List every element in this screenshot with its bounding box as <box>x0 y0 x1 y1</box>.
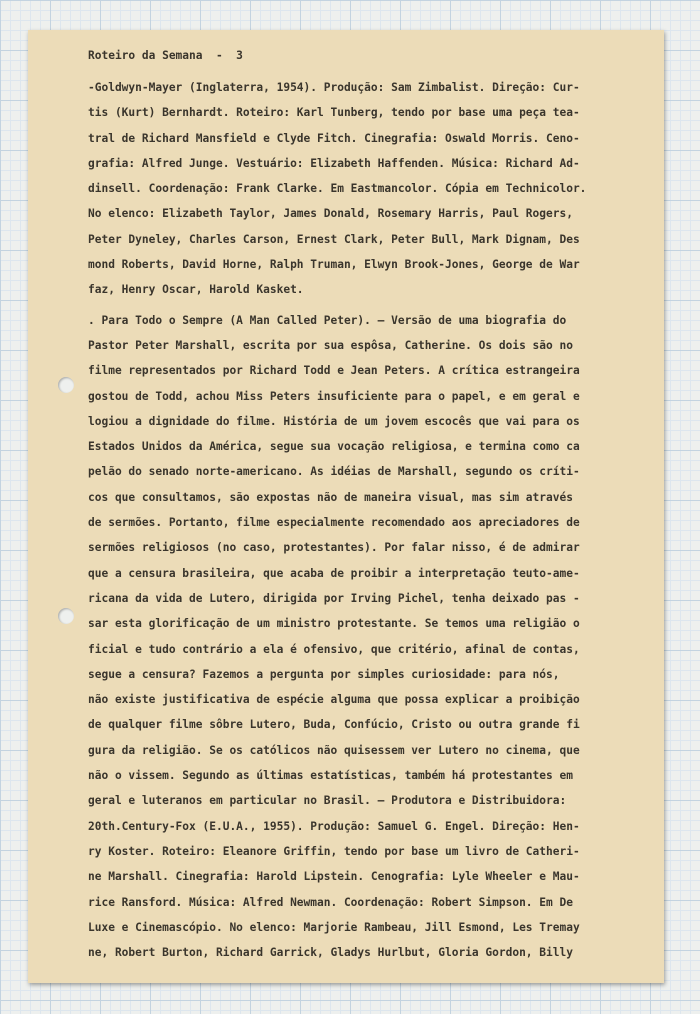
text-line: No elenco: Elizabeth Taylor, James Donald, Rosemary Harris, Paul Rogers, <box>88 207 573 221</box>
text-line: ficial e tudo contrário a ela é ofensivo, que critério, afinal de contas, <box>88 642 580 656</box>
text-line: dinsell. Coordenação: Frank Clarke. Em Eastmancolor. Cópia em Technicolor. <box>88 182 587 196</box>
typewritten-page <box>28 30 664 983</box>
page-header: Roteiro da Semana - 3 <box>88 49 243 62</box>
text-line: segue a censura? Fazemos a pergunta por simples curiosidade: para nós, <box>88 667 560 681</box>
text-line: rice Ransford. Música: Alfred Newman. Coordenação: Robert Simpson. Em De <box>88 895 573 909</box>
text-line: que a censura brasileira, que acaba de proibir a interpretação teuto-ame- <box>88 566 580 580</box>
text-line: logiou a dignidade do filme. História de um jovem escocês que vai para os <box>88 414 580 428</box>
text-line: -Goldwyn-Mayer (Inglaterra, 1954). Produção: Sam Zimbalist. Direção: Cur- <box>88 81 580 94</box>
text-line: filme representados por Richard Todd e Jean Peters. A crítica estrangeira <box>88 364 580 378</box>
punch-hole <box>58 608 74 624</box>
punch-hole <box>58 377 74 393</box>
text-line: grafia: Alfred Junge. Vestuário: Elizabeth Haffenden. Música: Richard Ad- <box>88 156 580 170</box>
text-line: ricana da vida de Lutero, dirigida por Irving Pichel, tenha deixado pas - <box>88 591 580 605</box>
text-line: Luxe e Cinemascópio. No elenco: Marjorie Rambeau, Jill Esmond, Les Tremay <box>88 920 580 934</box>
text-line: ne Marshall. Cinegrafia: Harold Lipstein. Cenografia: Lyle Wheeler e Mau- <box>88 870 580 884</box>
text-line: . Para Todo o Sempre (A Man Called Peter). — Versão de uma biografia do <box>88 313 567 327</box>
text-line: não existe justificativa de espécie alguma que possa explicar a proibição <box>88 693 580 707</box>
paragraph-1 <box>88 75 653 303</box>
text-line: tis (Kurt) Bernhardt. Roteiro: Karl Tunberg, tendo por base uma peça tea- <box>88 106 580 120</box>
text-line: 20th.Century-Fox (E.U.A., 1955). Produção: Samuel G. Engel. Direção: Hen- <box>88 819 580 833</box>
text-line: Pastor Peter Marshall, escrita por sua espôsa, Catherine. Os dois são no <box>88 338 573 352</box>
text-line: gostou de Todd, achou Miss Peters insuficiente para o papel, e em geral e <box>88 389 580 403</box>
text-line: mond Roberts, David Horne, Ralph Truman, Elwyn Brook-Jones, George de War <box>88 258 580 272</box>
text-line: gura da religião. Se os católicos não quisessem ver Lutero no cinema, que <box>88 743 580 757</box>
text-line: não o vissem. Segundo as últimas estatísticas, também há protestantes em <box>88 769 573 783</box>
text-line: cos que consultamos, são expostas não de maneira visual, mas sim através <box>88 490 573 504</box>
text-line: ry Koster. Roteiro: Eleanore Griffin, tendo por base um livro de Catheri- <box>88 844 580 858</box>
text-line: geral e luteranos em particular no Brasil. — Produtora e Distribuidora: <box>88 794 567 808</box>
text-line: Peter Dyneley, Charles Carson, Ernest Clark, Peter Bull, Mark Dignam, Des <box>88 232 580 246</box>
paragraph-2 <box>88 308 653 966</box>
text-line: de qualquer filme sôbre Lutero, Buda, Confúcio, Cristo ou outra grande fi <box>88 718 580 732</box>
text-line: de sermões. Portanto, filme especialmente recomendado aos apreciadores de <box>88 516 580 530</box>
text-line: Estados Unidos da América, segue sua vocação religiosa, e termina como ca <box>88 440 580 454</box>
text-line: sar esta glorificação de um ministro protestante. Se temos uma religião o <box>88 617 580 631</box>
text-line: tral de Richard Mansfield e Clyde Fitch. Cinegrafia: Oswald Morris. Ceno- <box>88 131 580 145</box>
text-line: pelão do senado norte-americano. As idéias de Marshall, segundo os críti- <box>88 465 580 479</box>
page-text <box>88 44 653 965</box>
text-line: ne, Robert Burton, Richard Garrick, Gladys Hurlbut, Gloria Gordon, Billy <box>88 946 573 960</box>
text-line: sermões religiosos (no caso, protestantes). Por falar nisso, é de admirar <box>88 541 580 555</box>
text-line: faz, Henry Oscar, Harold Kasket. <box>88 283 304 297</box>
